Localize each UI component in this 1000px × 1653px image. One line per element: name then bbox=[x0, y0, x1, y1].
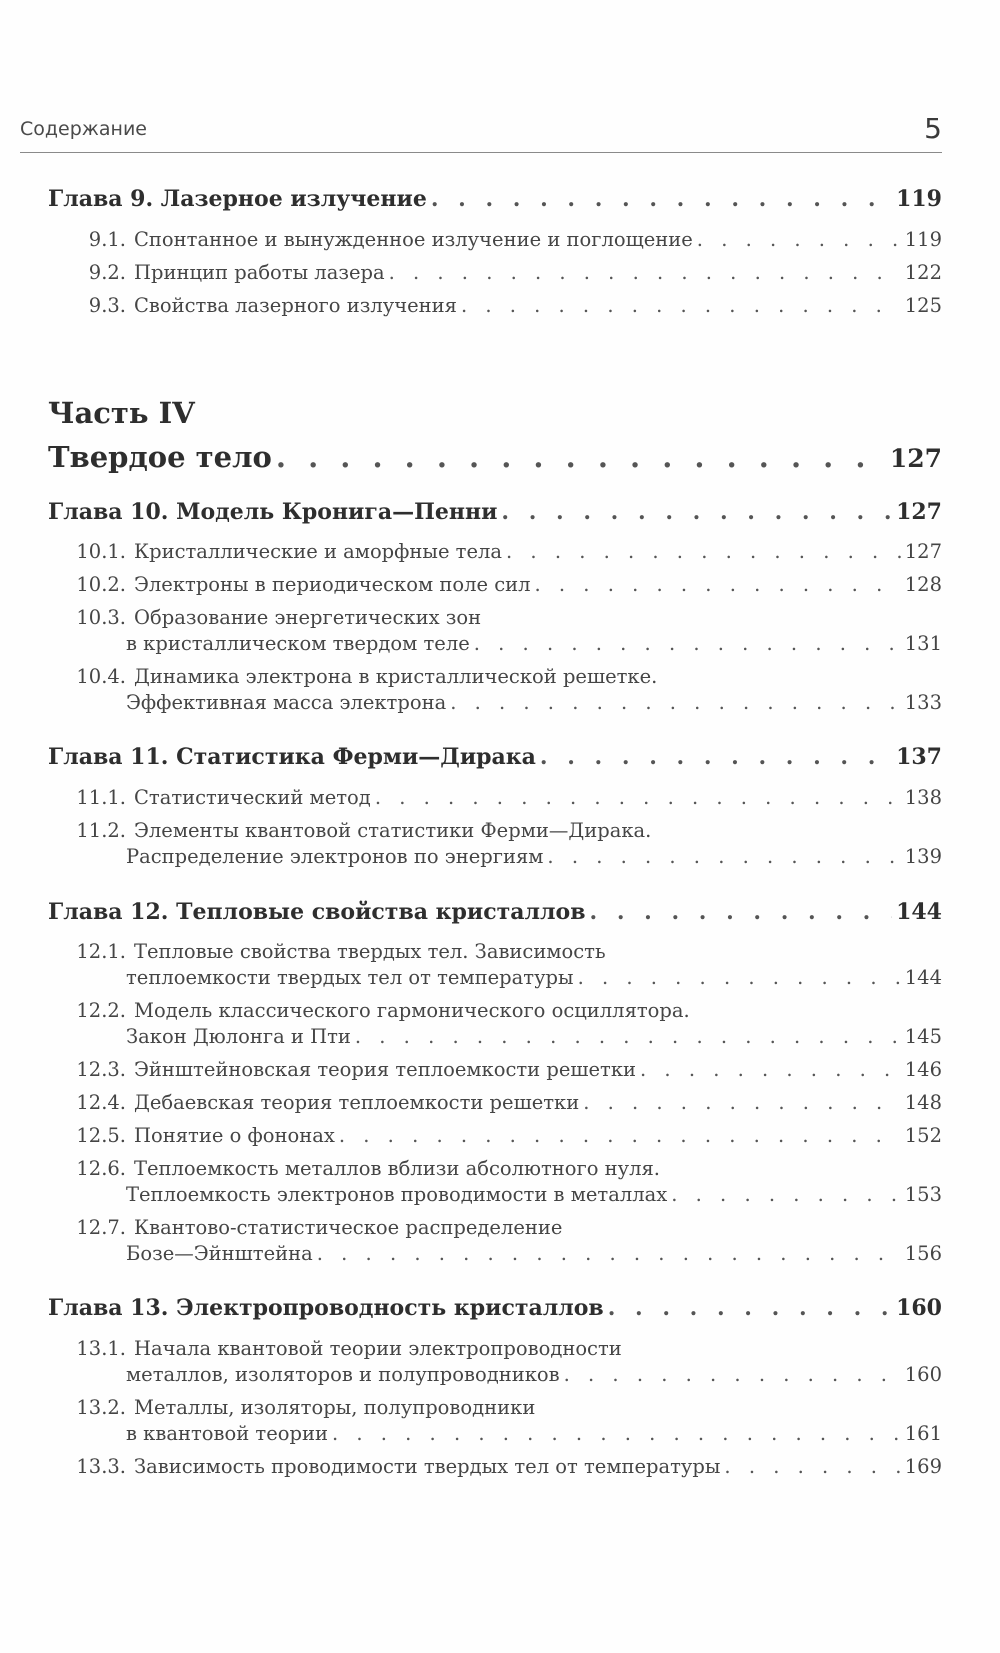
leader-dots bbox=[578, 966, 901, 989]
section-title-line1: Тепловые свойства твердых тел. Зависимость bbox=[134, 940, 606, 963]
leader-dots bbox=[547, 845, 900, 868]
section-title-line1: Теплоемкость металлов вблизи абсолютного нуля. bbox=[134, 1157, 661, 1180]
toc-section-10-3[interactable] bbox=[48, 606, 942, 629]
section-title-line1: Динамика электрона в кристаллической решетке. bbox=[134, 665, 658, 688]
toc-section-12-6-cont[interactable] bbox=[48, 1183, 942, 1206]
leader-dots bbox=[461, 294, 901, 317]
section-page: 160 bbox=[904, 1363, 942, 1386]
leader-dots bbox=[697, 228, 901, 251]
section-title: Спонтанное и вынужденное излучение и поглощение bbox=[134, 228, 693, 251]
section-title-line1: Начала квантовой теории электропроводности bbox=[134, 1337, 622, 1360]
toc-section-10-1[interactable] bbox=[48, 540, 942, 563]
chapter-page: 160 bbox=[896, 1295, 942, 1321]
leader-dots bbox=[540, 744, 892, 770]
section-title: Зависимость проводимости твердых тел от температуры bbox=[134, 1455, 721, 1478]
chapter-title: Глава 11. Статистика Ферми—Дирака bbox=[48, 744, 536, 770]
page-number: 5 bbox=[924, 112, 942, 145]
leader-dots bbox=[276, 440, 886, 474]
leader-dots bbox=[474, 632, 901, 655]
leader-dots bbox=[583, 1091, 901, 1114]
leader-dots bbox=[431, 186, 892, 212]
section-page: 152 bbox=[904, 1124, 942, 1147]
section-number: 10.2. bbox=[76, 573, 126, 596]
section-title-line1: Металлы, изоляторы, полупроводники bbox=[134, 1396, 536, 1419]
leader-dots bbox=[506, 540, 901, 563]
section-number: 11.2. bbox=[76, 819, 126, 842]
toc-section-11-2[interactable] bbox=[48, 819, 942, 842]
toc-section-11-1[interactable] bbox=[48, 786, 942, 809]
section-number: 11.1. bbox=[76, 786, 126, 809]
section-number: 10.1. bbox=[76, 540, 126, 563]
toc-chapter-9[interactable] bbox=[48, 186, 942, 212]
leader-dots bbox=[564, 1363, 901, 1386]
section-title-line2: в квантовой теории bbox=[126, 1422, 328, 1445]
section-page: 161 bbox=[904, 1422, 942, 1445]
part-label bbox=[48, 396, 942, 430]
chapter-page: 144 bbox=[896, 899, 942, 925]
leader-dots bbox=[724, 1455, 900, 1478]
section-number: 13.1. bbox=[76, 1337, 126, 1360]
section-page: 122 bbox=[904, 261, 942, 284]
toc-section-12-4[interactable] bbox=[48, 1091, 942, 1114]
toc-section-12-7[interactable] bbox=[48, 1216, 942, 1239]
part-title: Твердое тело bbox=[48, 440, 272, 474]
chapter-title: Глава 10. Модель Кронига—Пенни bbox=[48, 499, 498, 525]
chapter-title: Глава 13. Электропроводность кристаллов bbox=[48, 1295, 604, 1321]
section-page: 128 bbox=[904, 573, 942, 596]
toc-chapter-11[interactable] bbox=[48, 744, 942, 770]
leader-dots bbox=[590, 899, 893, 925]
section-page: 139 bbox=[904, 845, 942, 868]
leader-dots bbox=[640, 1058, 901, 1081]
running-header-title: Содержание bbox=[20, 118, 147, 140]
toc-section-10-3-cont[interactable] bbox=[48, 632, 942, 655]
section-number: 10.4. bbox=[76, 665, 126, 688]
section-page: 125 bbox=[904, 294, 942, 317]
toc-section-9-2[interactable] bbox=[48, 261, 942, 284]
section-title-line2: Эффективная масса электрона bbox=[126, 691, 447, 714]
toc-section-9-3[interactable] bbox=[48, 294, 942, 317]
section-page: 119 bbox=[904, 228, 942, 251]
section-title-line1: Образование энергетических зон bbox=[134, 606, 482, 629]
section-number: 12.2. bbox=[76, 999, 126, 1022]
toc-section-10-2[interactable] bbox=[48, 573, 942, 596]
section-title: Свойства лазерного излучения bbox=[134, 294, 457, 317]
toc-section-12-5[interactable] bbox=[48, 1124, 942, 1147]
section-title: Электроны в периодическом поле сил bbox=[134, 573, 531, 596]
toc-part-4[interactable] bbox=[48, 440, 942, 474]
section-title-line2: Распределение электронов по энергиям bbox=[126, 845, 544, 868]
leader-dots bbox=[389, 261, 901, 284]
leader-dots bbox=[339, 1124, 901, 1147]
section-page: 145 bbox=[904, 1025, 942, 1048]
toc-section-10-4[interactable] bbox=[48, 665, 942, 688]
section-title-line2: в кристаллическом твердом теле bbox=[126, 632, 470, 655]
section-number: 13.3. bbox=[76, 1455, 126, 1478]
section-page: 169 bbox=[904, 1455, 942, 1478]
section-page: 156 bbox=[904, 1242, 942, 1265]
section-title-line2: теплоемкости твердых тел от температуры bbox=[126, 966, 574, 989]
section-title-line1: Квантово-статистическое распределение bbox=[134, 1216, 563, 1239]
section-title: Дебаевская теория теплоемкости решетки bbox=[134, 1091, 580, 1114]
toc-chapter-12[interactable] bbox=[48, 899, 942, 925]
toc-chapter-13[interactable] bbox=[48, 1295, 942, 1321]
toc-section-12-7-cont[interactable] bbox=[48, 1242, 942, 1265]
section-title-line2: Бозе—Эйнштейна bbox=[126, 1242, 313, 1265]
chapter-page: 127 bbox=[896, 499, 942, 525]
running-header bbox=[20, 108, 942, 153]
section-title-line1: Модель классического гармонического осциллятора. bbox=[134, 999, 690, 1022]
section-page: 146 bbox=[904, 1058, 942, 1081]
section-number: 12.6. bbox=[76, 1157, 126, 1180]
section-number: 9.2. bbox=[88, 261, 126, 284]
leader-dots bbox=[671, 1183, 901, 1206]
leader-dots bbox=[501, 499, 892, 525]
section-title: Принцип работы лазера bbox=[134, 261, 385, 284]
chapter-page: 119 bbox=[896, 186, 942, 212]
section-number: 9.1. bbox=[88, 228, 126, 251]
toc-section-12-6[interactable] bbox=[48, 1157, 942, 1180]
toc-chapter-10[interactable] bbox=[48, 499, 942, 525]
toc-section-12-2[interactable] bbox=[48, 999, 942, 1022]
leader-dots bbox=[608, 1295, 892, 1321]
section-page: 138 bbox=[904, 786, 942, 809]
toc-section-10-4-cont[interactable] bbox=[48, 691, 942, 714]
section-title: Эйнштейновская теория теплоемкости решетки bbox=[134, 1058, 637, 1081]
section-page: 153 bbox=[904, 1183, 942, 1206]
toc-section-13-1[interactable] bbox=[48, 1337, 942, 1360]
section-page: 148 bbox=[904, 1091, 942, 1114]
section-title-line2: металлов, изоляторов и полупроводников bbox=[126, 1363, 560, 1386]
section-title: Статистический метод bbox=[134, 786, 371, 809]
section-number: 12.5. bbox=[76, 1124, 126, 1147]
chapter-title: Глава 9. Лазерное излучение bbox=[48, 186, 427, 212]
section-page: 127 bbox=[904, 540, 942, 563]
chapter-title: Глава 12. Тепловые свойства кристаллов bbox=[48, 899, 586, 925]
leader-dots bbox=[535, 573, 901, 596]
leader-dots bbox=[332, 1422, 901, 1445]
toc-section-13-3[interactable] bbox=[48, 1455, 942, 1478]
toc-section-12-2-cont[interactable] bbox=[48, 1025, 942, 1048]
toc-section-13-1-cont[interactable] bbox=[48, 1363, 942, 1386]
section-title-line2: Теплоемкость электронов проводимости в металлах bbox=[126, 1183, 668, 1206]
section-title: Понятие о фононах bbox=[134, 1124, 335, 1147]
section-number: 13.2. bbox=[76, 1396, 126, 1419]
section-number: 12.1. bbox=[76, 940, 126, 963]
toc-section-11-2-cont[interactable] bbox=[48, 845, 942, 868]
toc-section-13-2-cont[interactable] bbox=[48, 1422, 942, 1445]
part-page: 127 bbox=[889, 444, 942, 473]
section-page: 133 bbox=[904, 691, 942, 714]
chapter-page: 137 bbox=[896, 744, 942, 770]
leader-dots bbox=[355, 1025, 901, 1048]
section-number: 12.3. bbox=[76, 1058, 126, 1081]
leader-dots bbox=[450, 691, 901, 714]
toc-section-12-3[interactable] bbox=[48, 1058, 942, 1081]
leader-dots bbox=[375, 786, 901, 809]
toc-section-12-1-cont[interactable] bbox=[48, 966, 942, 989]
section-title-line1: Элементы квантовой статистики Ферми—Дирака. bbox=[134, 819, 652, 842]
section-page: 131 bbox=[904, 632, 942, 655]
toc-section-13-2[interactable] bbox=[48, 1396, 942, 1419]
section-number: 9.3. bbox=[88, 294, 126, 317]
section-number: 12.4. bbox=[76, 1091, 126, 1114]
section-title-line2: Закон Дюлонга и Пти bbox=[126, 1025, 351, 1048]
section-title: Кристаллические и аморфные тела bbox=[134, 540, 503, 563]
toc-section-12-1[interactable] bbox=[48, 940, 942, 963]
section-page: 144 bbox=[904, 966, 942, 989]
part-number: Часть IV bbox=[48, 396, 195, 430]
section-number: 10.3. bbox=[76, 606, 126, 629]
section-number: 12.7. bbox=[76, 1216, 126, 1239]
toc-section-9-1[interactable] bbox=[48, 228, 942, 251]
leader-dots bbox=[317, 1242, 901, 1265]
